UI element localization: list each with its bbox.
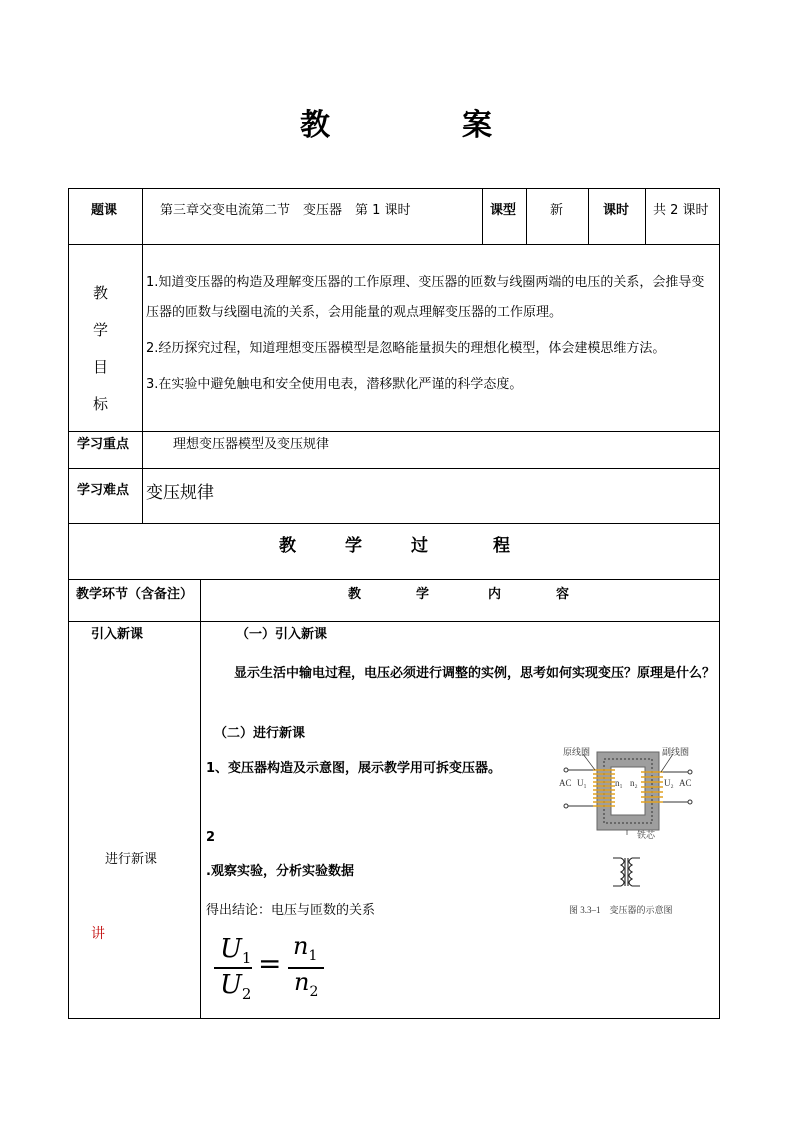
intro-heading: （一）引入新课 [236,627,328,642]
key-point-label: 学习重点 [77,437,130,452]
core-label: 铁芯 [637,830,656,840]
topic-label: 题课 [91,203,118,218]
type-value: 新 [550,203,564,218]
step1-text: 1、变压器构造及示意图，展示教学用可拆变压器。 [206,761,502,776]
hours-value: 共 2 课时 [653,203,709,218]
conclusion-text: 得出结论：电压与匝数的关系 [206,903,376,918]
difficulty-label: 学习难点 [77,483,130,498]
new-heading: （二）进行新课 [214,726,306,741]
type-label: 课型 [490,203,517,218]
n1-label: n₁ [615,778,623,788]
figure-caption: 图 3.3–1 变压器的示意图 [569,905,673,915]
step-intro-label: 引入新课 [91,627,144,642]
step-new-label: 进行新课 [105,852,158,867]
u2-label: U₂ [664,778,674,788]
difficulty-value: 变压规律 [146,483,214,503]
process-left-header: 教学环节（含备注） [76,587,194,602]
n2-label: n₂ [630,778,638,788]
process-heading-1: 教 [279,536,296,556]
page-title: 教 [300,108,330,143]
ac-right-label: AC [679,778,692,788]
goal-item-1: 1.知道变压器的构造及理解变压器的工作原理、变压器的匝数与线圈两端的电压的关系，会推导变压器的匝数与线圈电流的关系，会用能量的观点理解变压器的工作原理。 [146,275,705,320]
goals-label-1: 教 [93,284,109,302]
process-heading-4: 程 [493,536,510,556]
goals-label-2: 学 [93,321,109,339]
speak-label: 讲 [91,926,105,942]
primary-coil-label: 原线圈 [563,747,591,757]
intro-text: 显示生活中输电过程，电压必须进行调整的实例，思考如何实现变压？原理是什么？ [234,666,716,681]
goal-item-3: 3.在实验中避免触电和安全使用电表，潜移默化严谨的科学态度。 [146,377,523,392]
goals-label-3: 目 [93,358,109,376]
u1-label: U₁ [577,778,587,788]
key-point-value: 理想变压器模型及变压规律 [173,437,330,452]
step2-number: 2 [206,830,216,845]
process-right-header-3: 内 [488,587,502,602]
process-right-header-1: 教 [348,587,362,602]
goals-label-4: 标 [93,395,109,413]
topic-value: 第三章交变电流第二节 变压器 第 1 课时 [160,203,411,218]
step2-text: .观察实验，分析实验数据 [206,864,354,879]
ac-left-label: AC [559,778,572,788]
hours-label: 课时 [603,203,630,218]
goal-item-2: 2.经历探究过程，知道理想变压器模型是忽略能量损失的理想化模型，体会建模思维方法。 [146,341,666,356]
secondary-coil-label: 副线圈 [662,747,690,757]
process-heading-3: 过 [411,536,428,556]
process-right-header-2: 学 [416,587,430,602]
process-heading-2: 学 [345,536,362,556]
goals-list [146,268,716,400]
process-right-header-4: 容 [556,587,570,602]
page-title-2: 案 [462,108,492,143]
